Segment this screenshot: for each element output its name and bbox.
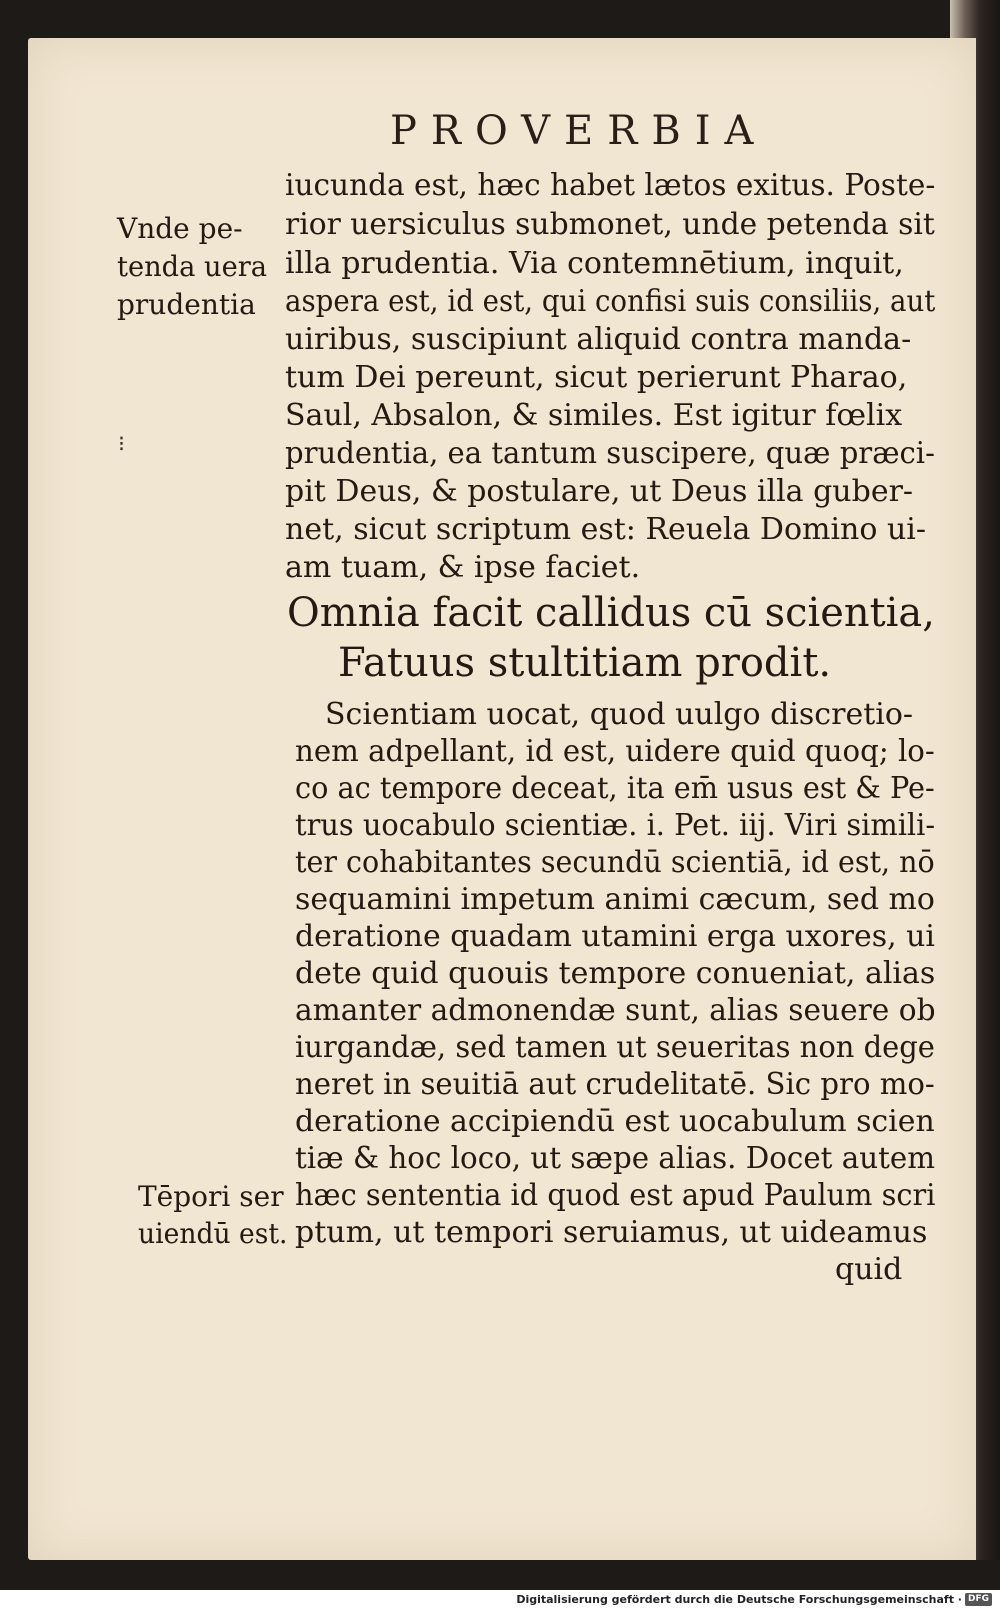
margin-note-line: tenda uera	[117, 250, 268, 283]
verse-heading-line: Fatuus stultitiam prodit.	[338, 640, 832, 686]
running-head: PROVERBIA	[390, 108, 768, 154]
scan-bottom-edge	[0, 1560, 1000, 1590]
verse-heading-line: Omnia facit callidus cū scientia,	[287, 590, 935, 636]
credit-text: Digitalisierung gefördert durch die Deutsche Forschungsgemeinschaft ·	[516, 1592, 962, 1606]
commentary-line: hæc sententia id quod est apud Paulum scri	[295, 1178, 936, 1213]
margin-note-line: prudentia	[117, 288, 256, 321]
commentary-line: co ac tempore deceat, ita em̄ usus est & Pe-	[295, 771, 935, 806]
margin-note-line: Tēpori ser	[138, 1180, 284, 1213]
commentary-line: amanter admonendæ sunt, alias seuere ob	[295, 993, 936, 1028]
commentary-line: ter cohabitantes secundū scientiā, id est, nō	[295, 845, 935, 880]
catchword: quid	[835, 1252, 903, 1287]
margin-note-line: Vnde pe-	[117, 212, 243, 245]
digitization-credit	[516, 1590, 992, 1608]
body-line: tum Dei pereunt, sicut perierunt Pharao,	[285, 360, 908, 395]
body-line: net, sicut scriptum est: Reuela Domino ui-	[285, 512, 927, 547]
body-line: illa prudentia. Via contemnētium, inquit,	[285, 246, 904, 281]
body-line: pit Deus, & postulare, ut Deus illa guber-	[285, 474, 914, 509]
marginal-ornament: ⁝	[118, 432, 125, 457]
commentary-line: deratione quadam utamini erga uxores, ui	[295, 919, 935, 954]
body-line: Saul, Absalon, & similes. Est igitur fœlix	[285, 398, 903, 433]
body-line: aspera est, id est, qui confisi suis consiliis, aut	[285, 284, 936, 319]
body-line: am tuam, & ipse faciet.	[285, 550, 641, 585]
commentary-line: dete quid quouis tempore conueniat, alias	[295, 956, 936, 991]
margin-note-line: uiendū est.	[138, 1217, 288, 1250]
commentary-line: sequamini impetum animi cæcum, sed mo	[295, 882, 935, 917]
commentary-line: trus uocabulo scientiæ. i. Pet. iij. Viri simili-	[295, 808, 936, 843]
commentary-line: deratione accipiendū est uocabulum scien	[295, 1104, 935, 1139]
commentary-line: tiæ & hoc loco, ut sæpe alias. Docet autem	[295, 1141, 936, 1176]
commentary-line: nem adpellant, id est, uidere quid quoq; lo-	[295, 734, 935, 769]
body-line: iucunda est, hæc habet lætos exitus. Poste-	[285, 168, 936, 203]
body-line: prudentia, ea tantum suscipere, quæ præci-	[285, 436, 935, 471]
commentary-line: ptum, ut tempori seruiamus, ut uideamus	[295, 1215, 928, 1250]
commentary-line: Scientiam uocat, quod uulgo discretio-	[325, 697, 914, 732]
dfg-logo: DFG	[965, 1593, 992, 1606]
commentary-line: neret in seuitiā aut crudelitatē. Sic pro mo-	[295, 1067, 935, 1102]
body-line: rior uersiculus submonet, unde petenda sit	[285, 207, 935, 242]
commentary-line: iurgandæ, sed tamen ut seueritas non dege	[295, 1030, 935, 1065]
body-line: uiribus, suscipiunt aliquid contra manda-	[285, 322, 912, 357]
